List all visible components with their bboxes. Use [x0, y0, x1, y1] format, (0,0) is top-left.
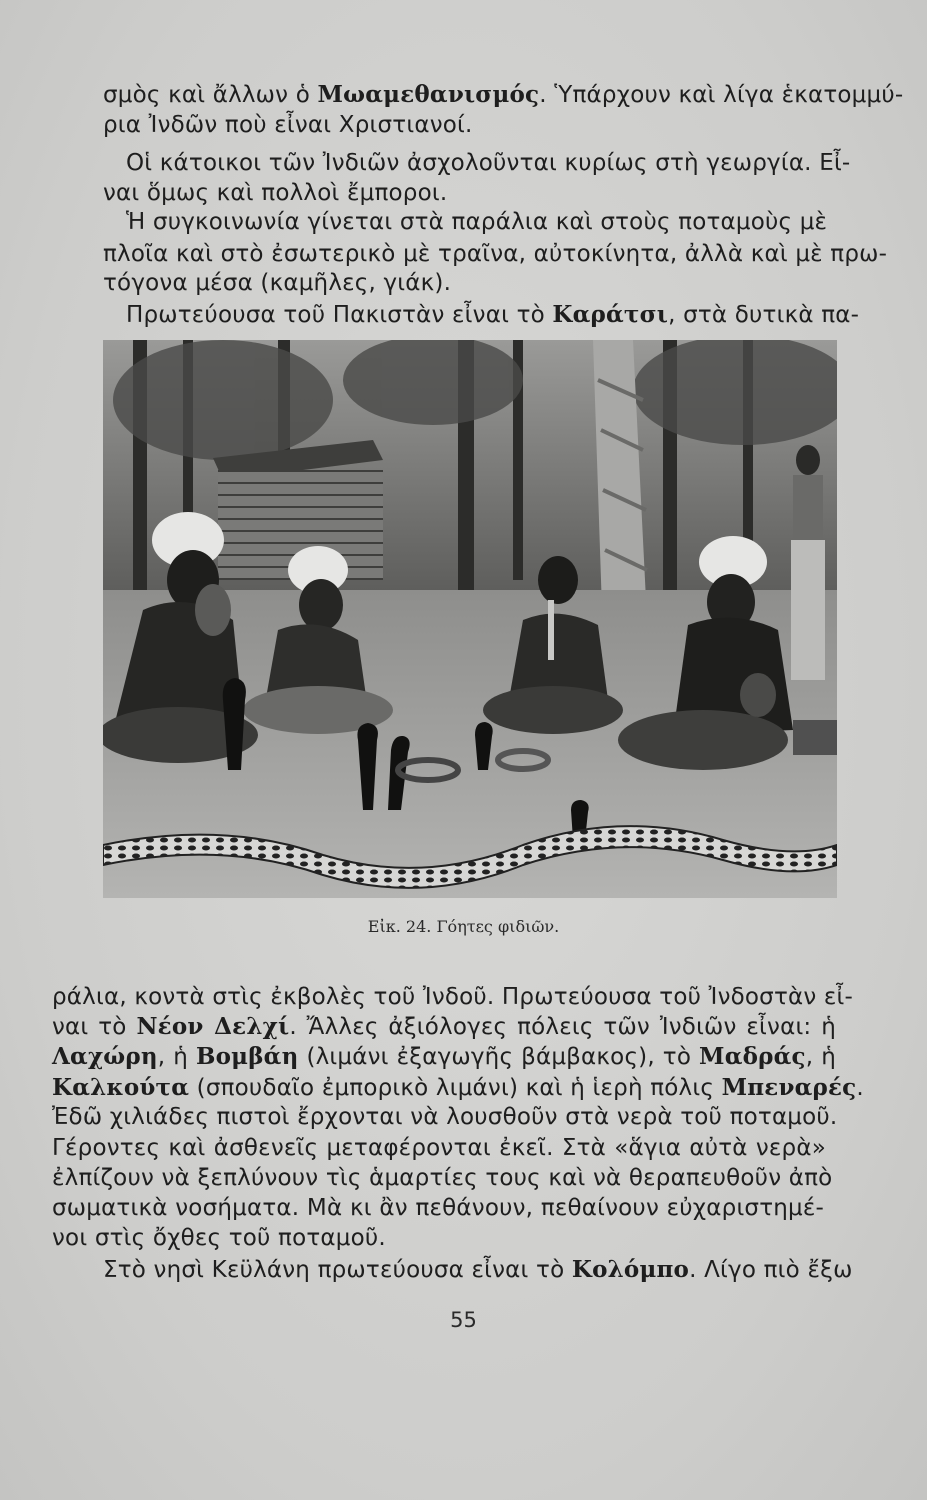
text-line: ἐλπίζουν νὰ ξεπλύνουν τὶς ἁμαρτίες τους καὶ νὰ θεραπευθοῦν ἀπὸ	[52, 1165, 833, 1191]
text-line	[52, 1073, 864, 1103]
text-run: σμὸς καὶ ἄλλων ὁ	[103, 82, 318, 108]
bold-term: Καλκούτα	[52, 1074, 190, 1101]
standing-man-figure	[791, 445, 825, 680]
page-number: 55	[450, 1308, 477, 1332]
bold-term: Μπεναρές	[721, 1074, 857, 1101]
text-line: ράλια, κοντὰ στὶς ἐκβολὲς τοῦ Ἰνδοῦ. Πρωτεύουσα τοῦ Ἰνδοστὰν εἶ-	[52, 984, 854, 1010]
text-line: πλοῖα καὶ στὸ ἐσωτερικὸ μὲ τραῖνα, αὐτοκίνητα, ἀλλὰ καὶ μὲ πρω-	[103, 241, 888, 267]
text-line: Οἱ κάτοικοι τῶν Ἰνδιῶν ἀσχολοῦνται κυρίως στὴ γεωργία. Εἶ-	[126, 150, 851, 176]
text-line: ρια Ἰνδῶν ποὺ εἶναι Χριστιανοί.	[103, 112, 473, 138]
text-line: ναι ὅμως καὶ πολλοὶ ἔμποροι.	[103, 180, 448, 206]
text-line: νοι στὶς ὄχθες τοῦ ποταμοῦ.	[52, 1225, 386, 1251]
text-line	[126, 300, 860, 330]
text-line	[103, 1255, 853, 1285]
text-run: , ἡ	[805, 1044, 836, 1070]
text-line: Γέροντες καὶ ἀσθενεῖς μεταφέρονται ἐκεῖ. Στὰ «ἅγια αὐτὰ νερὰ»	[52, 1135, 826, 1161]
bold-term: Κολόμπο	[571, 1256, 690, 1283]
text-run: . Λίγο πιὸ ἔξω	[689, 1257, 853, 1283]
text-run: . Ἄλλες ἀξιόλογες πόλεις τῶν Ἰνδιῶν εἶναι: ἡ	[289, 1014, 837, 1040]
text-run: (λιμάνι ἐξαγωγῆς βάμβακος), τὸ	[298, 1044, 700, 1070]
text-line	[52, 1012, 836, 1042]
text-line: Ἡ συγκοινωνία γίνεται στὰ παράλια καὶ στοὺς ποταμοὺς μὲ	[126, 209, 828, 235]
bold-term: Βομβάη	[195, 1043, 299, 1070]
text-run: , στὰ δυτικὰ πα-	[668, 302, 860, 328]
text-run: , ἡ	[157, 1044, 196, 1070]
text-line	[52, 1042, 836, 1072]
figure-caption: Εἰκ. 24. Γόητες φιδιῶν.	[367, 917, 560, 936]
bold-term: Λαχώρη	[52, 1043, 158, 1070]
text-run: Στὸ νησὶ Κεϋλάνη πρωτεύουσα εἶναι τὸ	[103, 1257, 572, 1283]
snake-charmers-photo	[103, 340, 837, 898]
bold-term: Μαδράς	[699, 1043, 806, 1070]
text-run: .	[856, 1075, 864, 1101]
bold-term: Καράτσι	[552, 301, 669, 328]
bold-term: Νέον Δελχί	[136, 1013, 290, 1040]
text-run: Πρωτεύουσα τοῦ Πακιστὰν εἶναι τὸ	[126, 302, 553, 328]
text-run: . Ὑπάρχουν καὶ λίγα ἑκατομμύ-	[539, 82, 904, 108]
text-run: ναι τὸ	[52, 1014, 137, 1040]
text-run: (σπουδαῖο ἐμπορικὸ λιμάνι) καὶ ἡ ἱερὴ πόλις	[189, 1075, 722, 1101]
bold-term: Μωαμεθανισμός	[317, 81, 540, 108]
text-line: τόγονα μέσα (καμῆλες, γιάκ).	[103, 270, 452, 296]
text-line	[103, 80, 904, 110]
text-line: Ἐδῶ χιλιάδες πιστοὶ ἔρχονται νὰ λουσθοῦν στὰ νερὰ τοῦ ποταμοῦ.	[52, 1104, 838, 1130]
text-line: σωματικὰ νοσήματα. Μὰ κι ἂν πεθάνουν, πεθαίνουν εὐχαριστημέ-	[52, 1195, 824, 1221]
